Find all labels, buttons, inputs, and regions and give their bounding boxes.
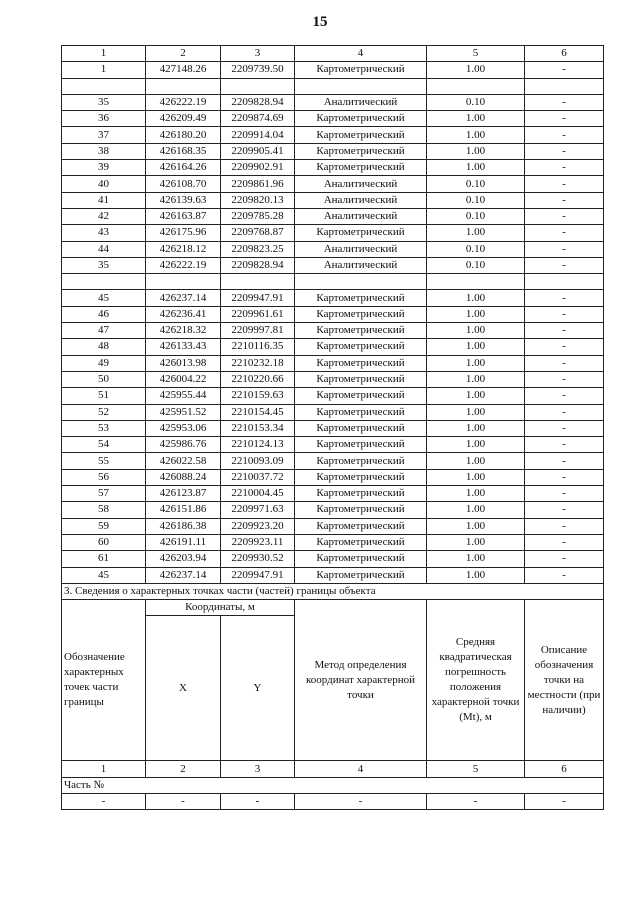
method-cell: Картометрический bbox=[295, 323, 427, 339]
method-cell: Картометрический bbox=[295, 420, 427, 436]
accuracy-cell: 1.00 bbox=[427, 290, 525, 306]
y-coordinate-cell: 2209828.94 bbox=[221, 94, 295, 110]
method-cell: Аналитический bbox=[295, 176, 427, 192]
method-cell: Картометрический bbox=[295, 551, 427, 567]
part-label: Часть № bbox=[62, 777, 604, 793]
method-cell: Картометрический bbox=[295, 339, 427, 355]
method-cell: - bbox=[295, 793, 427, 809]
y-coordinate-cell: 2209828.94 bbox=[221, 257, 295, 273]
table-row bbox=[62, 534, 604, 550]
table-row bbox=[62, 127, 604, 143]
point-number-cell: 50 bbox=[62, 371, 146, 387]
x-coordinate-cell: 426209.49 bbox=[146, 111, 221, 127]
y-coordinate-cell: 2210004.45 bbox=[221, 486, 295, 502]
table-row bbox=[62, 241, 604, 257]
point-number-cell: 49 bbox=[62, 355, 146, 371]
description-cell: - bbox=[525, 94, 604, 110]
method-cell: Картометрический bbox=[295, 371, 427, 387]
table-row bbox=[62, 62, 604, 78]
description-cell: - bbox=[525, 290, 604, 306]
x-coordinate-cell: 426139.63 bbox=[146, 192, 221, 208]
x-coordinate-cell: 426175.96 bbox=[146, 225, 221, 241]
method-cell: Картометрический bbox=[295, 502, 427, 518]
accuracy-cell: 1.00 bbox=[427, 160, 525, 176]
method-cell: Картометрический bbox=[295, 404, 427, 420]
column-numbers-row bbox=[62, 46, 604, 62]
description-cell: - bbox=[525, 62, 604, 78]
method-cell: Картометрический bbox=[295, 111, 427, 127]
method-cell: Картометрический bbox=[295, 486, 427, 502]
accuracy-header: Средняя квадратическая погрешность положения характерной точки (Mt), м bbox=[427, 600, 525, 761]
column-number-cell: 6 bbox=[525, 46, 604, 62]
x-coordinate-cell: 426236.41 bbox=[146, 306, 221, 322]
description-cell: - bbox=[525, 355, 604, 371]
table-row bbox=[62, 453, 604, 469]
point-number-cell: 45 bbox=[62, 567, 146, 583]
description-cell: - bbox=[525, 567, 604, 583]
point-number-cell: 60 bbox=[62, 534, 146, 550]
point-number-cell: 41 bbox=[62, 192, 146, 208]
description-cell: - bbox=[525, 453, 604, 469]
y-coordinate-cell: 2209823.25 bbox=[221, 241, 295, 257]
method-cell: Картометрический bbox=[295, 453, 427, 469]
description-cell: - bbox=[525, 143, 604, 159]
accuracy-cell: 1.00 bbox=[427, 111, 525, 127]
page-number: 15 bbox=[312, 14, 328, 30]
y-coordinate-cell: 2209902.91 bbox=[221, 160, 295, 176]
method-header: Метод определения координат характерной точки bbox=[295, 600, 427, 761]
description-cell: - bbox=[525, 518, 604, 534]
x-coordinate-cell: 426237.14 bbox=[146, 567, 221, 583]
x-coordinate-cell: 425951.52 bbox=[146, 404, 221, 420]
description-cell: - bbox=[525, 469, 604, 485]
method-cell: Картометрический bbox=[295, 567, 427, 583]
table-row bbox=[62, 518, 604, 534]
empty-cell bbox=[295, 274, 427, 290]
y-coordinate-cell: 2209874.69 bbox=[221, 111, 295, 127]
description-cell: - bbox=[525, 111, 604, 127]
method-cell: Картометрический bbox=[295, 355, 427, 371]
column-number-cell: 2 bbox=[146, 761, 221, 777]
empty-cell bbox=[221, 78, 295, 94]
y-coordinate-cell: 2209914.04 bbox=[221, 127, 295, 143]
y-coordinate-cell: 2210037.72 bbox=[221, 469, 295, 485]
method-cell: Картометрический bbox=[295, 62, 427, 78]
point-number-cell: 48 bbox=[62, 339, 146, 355]
part-label-row bbox=[62, 777, 604, 793]
table-row bbox=[62, 257, 604, 273]
y-coordinate-cell: 2209923.11 bbox=[221, 534, 295, 550]
x-coordinate-cell: 426088.24 bbox=[146, 469, 221, 485]
x-coordinate-cell: 426133.43 bbox=[146, 339, 221, 355]
table-row bbox=[62, 420, 604, 436]
column-number-cell: 4 bbox=[295, 761, 427, 777]
table-row bbox=[62, 323, 604, 339]
point-number-cell: 52 bbox=[62, 404, 146, 420]
column-number-cell: 4 bbox=[295, 46, 427, 62]
table-row bbox=[62, 306, 604, 322]
point-number-cell: 44 bbox=[62, 241, 146, 257]
table-row bbox=[62, 551, 604, 567]
section-header-row bbox=[62, 600, 604, 616]
accuracy-cell: 0.10 bbox=[427, 208, 525, 224]
description-cell: - bbox=[525, 241, 604, 257]
boundary-points-table bbox=[61, 45, 604, 810]
column-number-cell: 6 bbox=[525, 761, 604, 777]
y-coordinate-cell: 2209923.20 bbox=[221, 518, 295, 534]
y-coordinate-cell: 2209905.41 bbox=[221, 143, 295, 159]
accuracy-cell: 1.00 bbox=[427, 225, 525, 241]
table-row bbox=[62, 437, 604, 453]
column-number-cell: 3 bbox=[221, 46, 295, 62]
section-title-row bbox=[62, 583, 604, 599]
description-cell: - bbox=[525, 257, 604, 273]
x-coordinate-cell: 426191.11 bbox=[146, 534, 221, 550]
table-row bbox=[62, 469, 604, 485]
accuracy-cell: 1.00 bbox=[427, 518, 525, 534]
description-cell: - bbox=[525, 420, 604, 436]
accuracy-cell: 1.00 bbox=[427, 339, 525, 355]
accuracy-cell: - bbox=[427, 793, 525, 809]
y-coordinate-cell: 2210159.63 bbox=[221, 388, 295, 404]
x-coordinate-cell: 426218.32 bbox=[146, 323, 221, 339]
empty-cell bbox=[221, 274, 295, 290]
accuracy-cell: 1.00 bbox=[427, 469, 525, 485]
method-cell: Аналитический bbox=[295, 257, 427, 273]
column-number-cell: 5 bbox=[427, 46, 525, 62]
description-cell: - bbox=[525, 371, 604, 387]
x-coordinate-cell: 427148.26 bbox=[146, 62, 221, 78]
accuracy-cell: 1.00 bbox=[427, 371, 525, 387]
x-coordinate-cell: 426013.98 bbox=[146, 355, 221, 371]
description-cell: - bbox=[525, 160, 604, 176]
method-cell: Картометрический bbox=[295, 290, 427, 306]
point-number-cell: 42 bbox=[62, 208, 146, 224]
point-number-cell: 61 bbox=[62, 551, 146, 567]
empty-cell bbox=[525, 78, 604, 94]
point-number-cell: 36 bbox=[62, 111, 146, 127]
description-cell: - bbox=[525, 127, 604, 143]
accuracy-cell: 0.10 bbox=[427, 257, 525, 273]
description-cell: - bbox=[525, 551, 604, 567]
x-coordinate-cell: 426164.26 bbox=[146, 160, 221, 176]
y-coordinate-cell: 2209947.91 bbox=[221, 567, 295, 583]
table-row bbox=[62, 143, 604, 159]
column-number-cell: 1 bbox=[62, 761, 146, 777]
method-cell: Аналитический bbox=[295, 241, 427, 257]
y-coordinate-cell: 2210220.66 bbox=[221, 371, 295, 387]
table-row bbox=[62, 371, 604, 387]
table-row bbox=[62, 567, 604, 583]
description-cell: - bbox=[525, 437, 604, 453]
table-row bbox=[62, 176, 604, 192]
y-coordinate-cell: 2210153.34 bbox=[221, 420, 295, 436]
point-number-cell: 46 bbox=[62, 306, 146, 322]
empty-cell bbox=[427, 274, 525, 290]
column-number-cell: 3 bbox=[221, 761, 295, 777]
description-cell: - bbox=[525, 323, 604, 339]
x-coordinate-cell: 426163.87 bbox=[146, 208, 221, 224]
y-coordinate-cell: 2209997.81 bbox=[221, 323, 295, 339]
table-row bbox=[62, 290, 604, 306]
method-cell: Картометрический bbox=[295, 469, 427, 485]
designation-header: Обозначение характерных точек части границы bbox=[62, 600, 146, 761]
point-number-cell: 55 bbox=[62, 453, 146, 469]
empty-cell bbox=[146, 78, 221, 94]
accuracy-cell: 1.00 bbox=[427, 437, 525, 453]
point-number-cell: 1 bbox=[62, 62, 146, 78]
y-coordinate-cell: - bbox=[221, 793, 295, 809]
table-row bbox=[62, 388, 604, 404]
column-number-cell: 5 bbox=[427, 761, 525, 777]
empty-cell bbox=[525, 274, 604, 290]
x-coordinate-cell: 425986.76 bbox=[146, 437, 221, 453]
point-number-cell: 54 bbox=[62, 437, 146, 453]
column-number-cell: 2 bbox=[146, 46, 221, 62]
method-cell: Картометрический bbox=[295, 534, 427, 550]
method-cell: Аналитический bbox=[295, 94, 427, 110]
table-row bbox=[62, 404, 604, 420]
empty-separator-row bbox=[62, 274, 604, 290]
x-coordinate-cell: 426022.58 bbox=[146, 453, 221, 469]
y-coordinate-cell: 2209961.61 bbox=[221, 306, 295, 322]
method-cell: Картометрический bbox=[295, 143, 427, 159]
x-coordinate-cell: 426151.86 bbox=[146, 502, 221, 518]
point-number-cell: 59 bbox=[62, 518, 146, 534]
accuracy-cell: 1.00 bbox=[427, 62, 525, 78]
accuracy-cell: 0.10 bbox=[427, 192, 525, 208]
description-cell: - bbox=[525, 306, 604, 322]
x-coordinate-cell: 426108.70 bbox=[146, 176, 221, 192]
accuracy-cell: 1.00 bbox=[427, 355, 525, 371]
y-coordinate-cell: 2209930.52 bbox=[221, 551, 295, 567]
coordinates-header: Координаты, м bbox=[146, 600, 295, 616]
table-row bbox=[62, 502, 604, 518]
table-row bbox=[62, 94, 604, 110]
accuracy-cell: 1.00 bbox=[427, 420, 525, 436]
method-cell: Картометрический bbox=[295, 518, 427, 534]
accuracy-cell: 1.00 bbox=[427, 306, 525, 322]
method-cell: Картометрический bbox=[295, 225, 427, 241]
accuracy-cell: 0.10 bbox=[427, 94, 525, 110]
x-coordinate-cell: 426168.35 bbox=[146, 143, 221, 159]
description-cell: - bbox=[525, 192, 604, 208]
empty-cell bbox=[62, 274, 146, 290]
accuracy-cell: 1.00 bbox=[427, 404, 525, 420]
description-cell: - bbox=[525, 793, 604, 809]
x-coordinate-cell: 426186.38 bbox=[146, 518, 221, 534]
accuracy-cell: 1.00 bbox=[427, 143, 525, 159]
description-cell: - bbox=[525, 502, 604, 518]
table-row bbox=[62, 111, 604, 127]
point-number-cell: 38 bbox=[62, 143, 146, 159]
description-cell: - bbox=[525, 339, 604, 355]
accuracy-cell: 1.00 bbox=[427, 323, 525, 339]
point-number-cell: - bbox=[62, 793, 146, 809]
section-title: 3. Сведения о характерных точках части (частей) границы объекта bbox=[62, 583, 604, 599]
method-cell: Картометрический bbox=[295, 306, 427, 322]
table-row bbox=[62, 225, 604, 241]
x-coordinate-cell: 426203.94 bbox=[146, 551, 221, 567]
description-cell: - bbox=[525, 388, 604, 404]
y-coordinate-cell: 2209768.87 bbox=[221, 225, 295, 241]
x-coordinate-cell: 425953.06 bbox=[146, 420, 221, 436]
point-number-cell: 39 bbox=[62, 160, 146, 176]
table-row bbox=[62, 355, 604, 371]
table-row bbox=[62, 486, 604, 502]
empty-cell bbox=[62, 78, 146, 94]
column-number-cell: 1 bbox=[62, 46, 146, 62]
point-number-cell: 53 bbox=[62, 420, 146, 436]
point-number-cell: 37 bbox=[62, 127, 146, 143]
point-number-cell: 35 bbox=[62, 257, 146, 273]
y-coordinate-cell: 2210124.13 bbox=[221, 437, 295, 453]
point-number-cell: 57 bbox=[62, 486, 146, 502]
empty-cell bbox=[146, 274, 221, 290]
accuracy-cell: 1.00 bbox=[427, 551, 525, 567]
x-header: X bbox=[146, 616, 221, 761]
accuracy-cell: 1.00 bbox=[427, 502, 525, 518]
table-row bbox=[62, 192, 604, 208]
x-coordinate-cell: 426222.19 bbox=[146, 94, 221, 110]
accuracy-cell: 1.00 bbox=[427, 567, 525, 583]
accuracy-cell: 1.00 bbox=[427, 388, 525, 404]
x-coordinate-cell: 426237.14 bbox=[146, 290, 221, 306]
table-row bbox=[62, 339, 604, 355]
y-coordinate-cell: 2209947.91 bbox=[221, 290, 295, 306]
point-number-cell: 56 bbox=[62, 469, 146, 485]
method-cell: Аналитический bbox=[295, 192, 427, 208]
description-cell: - bbox=[525, 404, 604, 420]
description-cell: - bbox=[525, 176, 604, 192]
x-coordinate-cell: 426180.20 bbox=[146, 127, 221, 143]
empty-cell bbox=[427, 78, 525, 94]
y-coordinate-cell: 2209739.50 bbox=[221, 62, 295, 78]
method-cell: Картометрический bbox=[295, 388, 427, 404]
method-cell: Аналитический bbox=[295, 208, 427, 224]
x-coordinate-cell: 426218.12 bbox=[146, 241, 221, 257]
accuracy-cell: 1.00 bbox=[427, 486, 525, 502]
point-number-cell: 40 bbox=[62, 176, 146, 192]
x-coordinate-cell: 426123.87 bbox=[146, 486, 221, 502]
y-coordinate-cell: 2209785.28 bbox=[221, 208, 295, 224]
method-cell: Картометрический bbox=[295, 160, 427, 176]
description-cell: - bbox=[525, 534, 604, 550]
x-coordinate-cell: 426004.22 bbox=[146, 371, 221, 387]
description-header: Описание обозначения точки на местности (при наличии) bbox=[525, 600, 604, 761]
accuracy-cell: 1.00 bbox=[427, 127, 525, 143]
table-row bbox=[62, 793, 604, 809]
y-coordinate-cell: 2210093.09 bbox=[221, 453, 295, 469]
accuracy-cell: 1.00 bbox=[427, 534, 525, 550]
table-row bbox=[62, 208, 604, 224]
point-number-cell: 45 bbox=[62, 290, 146, 306]
method-cell: Картометрический bbox=[295, 437, 427, 453]
description-cell: - bbox=[525, 208, 604, 224]
x-coordinate-cell: 425955.44 bbox=[146, 388, 221, 404]
y-coordinate-cell: 2210116.35 bbox=[221, 339, 295, 355]
y-coordinate-cell: 2209820.13 bbox=[221, 192, 295, 208]
description-cell: - bbox=[525, 486, 604, 502]
point-number-cell: 43 bbox=[62, 225, 146, 241]
description-cell: - bbox=[525, 225, 604, 241]
empty-cell bbox=[295, 78, 427, 94]
y-coordinate-cell: 2210154.45 bbox=[221, 404, 295, 420]
y-coordinate-cell: 2209971.63 bbox=[221, 502, 295, 518]
y-header: Y bbox=[221, 616, 295, 761]
accuracy-cell: 0.10 bbox=[427, 241, 525, 257]
point-number-cell: 35 bbox=[62, 94, 146, 110]
point-number-cell: 51 bbox=[62, 388, 146, 404]
table-row bbox=[62, 160, 604, 176]
y-coordinate-cell: 2210232.18 bbox=[221, 355, 295, 371]
accuracy-cell: 1.00 bbox=[427, 453, 525, 469]
empty-separator-row bbox=[62, 78, 604, 94]
point-number-cell: 47 bbox=[62, 323, 146, 339]
method-cell: Картометрический bbox=[295, 127, 427, 143]
accuracy-cell: 0.10 bbox=[427, 176, 525, 192]
section-column-numbers-row bbox=[62, 761, 604, 777]
point-number-cell: 58 bbox=[62, 502, 146, 518]
x-coordinate-cell: - bbox=[146, 793, 221, 809]
y-coordinate-cell: 2209861.96 bbox=[221, 176, 295, 192]
x-coordinate-cell: 426222.19 bbox=[146, 257, 221, 273]
